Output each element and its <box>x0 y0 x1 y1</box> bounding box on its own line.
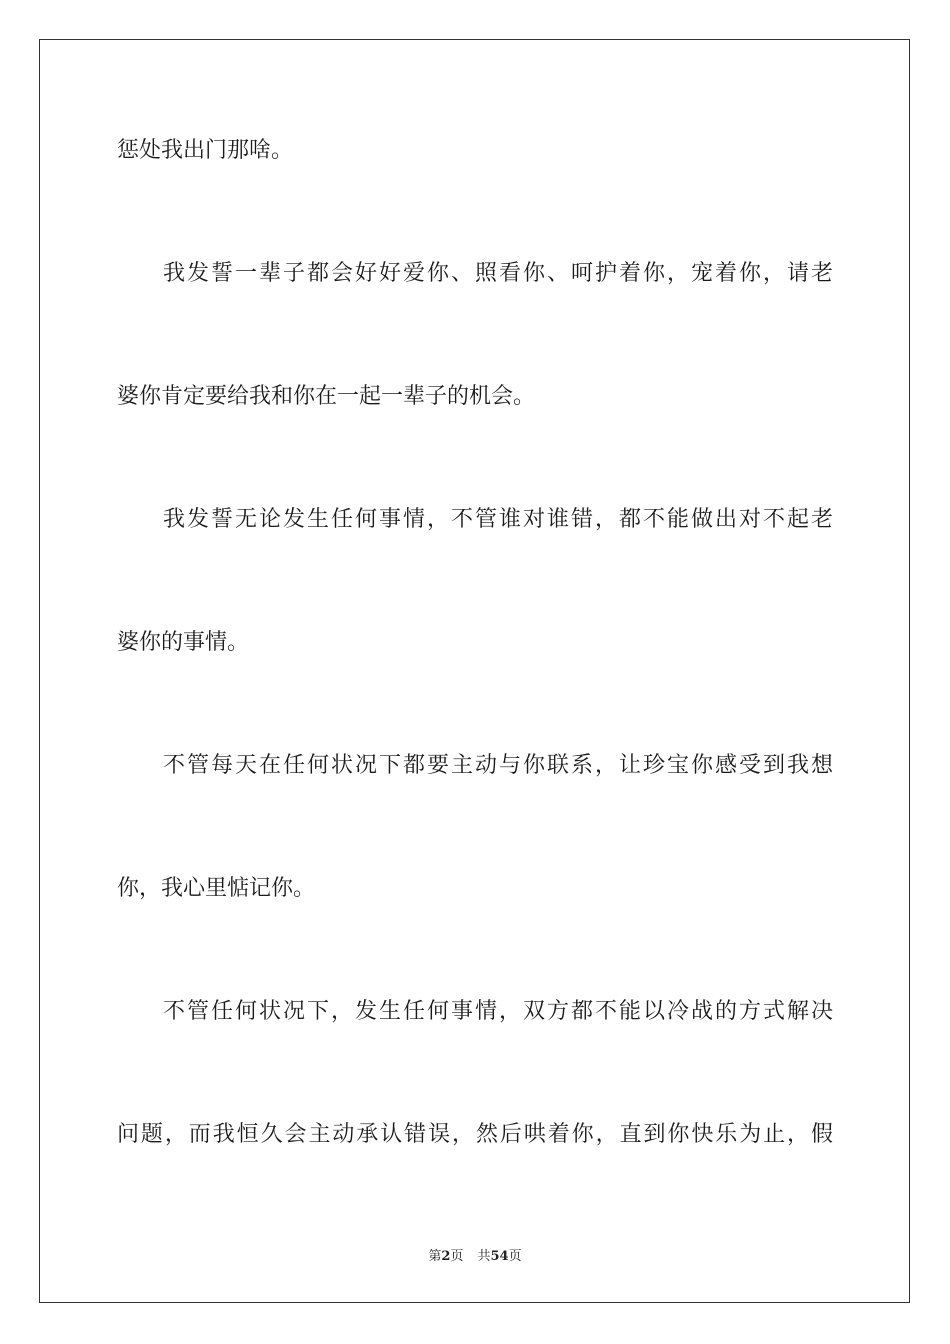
text-line-8: 不管任何状况下，发生任何事情，双方都不能以冷战的方式解决 <box>163 999 833 1024</box>
text-line-1: 惩处我出门那啥。 <box>117 138 294 163</box>
text-line-3: 婆你肯定要给我和你在一起一辈子的机会。 <box>117 384 536 409</box>
page-number: 2 <box>441 1249 451 1264</box>
text-line-4: 我发誓无论发生任何事情，不管谁对谁错，都不能做出对不起老 <box>163 507 833 532</box>
page-prefix: 第 <box>428 1249 442 1264</box>
page-suffix: 页 <box>450 1249 464 1264</box>
text-line-5: 婆你的事情。 <box>117 630 250 655</box>
page-footer <box>0 1248 950 1266</box>
total-suffix: 页 <box>508 1249 522 1264</box>
text-line-6: 不管每天在任何状况下都要主动与你联系，让珍宝你感受到我想 <box>163 753 833 778</box>
page-border <box>39 39 910 1303</box>
text-line-7: 你，我心里惦记你。 <box>117 876 316 901</box>
text-line-9: 问题，而我恒久会主动承认错误，然后哄着你，直到你快乐为止，假 <box>117 1122 833 1147</box>
total-pages: 54 <box>490 1249 509 1264</box>
text-line-2: 我发誓一辈子都会好好爱你、照看你、呵护着你，宠着你，请老 <box>163 261 833 286</box>
total-prefix: 共 <box>477 1249 491 1264</box>
